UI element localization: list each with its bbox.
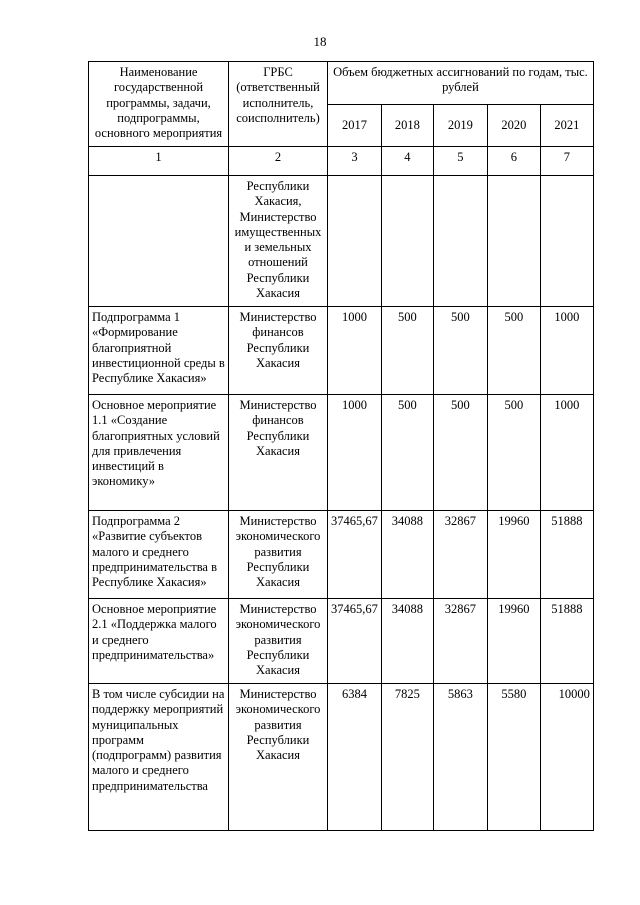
header-name: Наименование государственной программы, задачи, подпрограммы, основного мероприятия	[89, 62, 229, 147]
row-value: 500	[381, 307, 433, 395]
header-year: 2017	[328, 105, 382, 147]
row-value: 500	[433, 307, 487, 395]
row-value: 51888	[540, 511, 593, 599]
row-grbs: Республики Хакасия, Министерство имущественных и земельных отношений Республики Хакасия	[229, 176, 328, 307]
header-row	[89, 62, 594, 105]
table-row	[89, 176, 594, 307]
page-number: 18	[313, 34, 327, 49]
row-value: 32867	[433, 511, 487, 599]
header-budget: Объем бюджетных ассигнований по годам, тыс. рублей	[328, 62, 594, 105]
row-grbs: Министерство экономического развития Республики Хакасия	[229, 599, 328, 684]
row-name: Основное мероприятие 1.1 «Создание благоприятных условий для привлечения инвестиций в экономику»	[89, 395, 229, 511]
row-value: 19960	[487, 511, 540, 599]
row-value: 500	[487, 395, 540, 511]
row-value: 5863	[433, 684, 487, 831]
row-value: 19960	[487, 599, 540, 684]
row-value: 37465,67	[328, 599, 382, 684]
row-value: 5580	[487, 684, 540, 831]
row-value: 7825	[381, 684, 433, 831]
column-number: 7	[540, 147, 593, 176]
row-name: Основное мероприятие 2.1 «Поддержка малого и среднего предпринимательства»	[89, 599, 229, 684]
row-grbs: Министерство экономического развития Республики Хакасия	[229, 511, 328, 599]
row-value: 37465,67	[328, 511, 382, 599]
header-year: 2021	[540, 105, 593, 147]
column-number: 4	[381, 147, 433, 176]
row-name: Подпрограмма 2 «Развитие субъектов малого и среднего предпринимательства в Республике Хакасия»	[89, 511, 229, 599]
row-name	[89, 176, 229, 307]
row-value: 32867	[433, 599, 487, 684]
header-year: 2019	[433, 105, 487, 147]
column-number: 6	[487, 147, 540, 176]
table-row	[89, 684, 594, 831]
budget-table	[88, 61, 594, 831]
row-name: Подпрограмма 1 «Формирование благоприятной инвестиционной среды в Республике Хакасия»	[89, 307, 229, 395]
header-year: 2018	[381, 105, 433, 147]
column-number: 5	[433, 147, 487, 176]
column-number: 2	[229, 147, 328, 176]
table-row	[89, 395, 594, 511]
row-value: 34088	[381, 599, 433, 684]
row-value	[381, 176, 433, 307]
column-number: 1	[89, 147, 229, 176]
row-value	[433, 176, 487, 307]
row-value	[487, 176, 540, 307]
column-numbers-row	[89, 147, 594, 176]
column-number: 3	[328, 147, 382, 176]
table-row	[89, 599, 594, 684]
row-value: 500	[433, 395, 487, 511]
row-value: 1000	[540, 395, 593, 511]
row-value	[540, 176, 593, 307]
row-value: 500	[487, 307, 540, 395]
row-value: 1000	[540, 307, 593, 395]
row-value: 10000	[540, 684, 593, 831]
table-row	[89, 511, 594, 599]
table-row	[89, 307, 594, 395]
row-value: 1000	[328, 307, 382, 395]
row-grbs: Министерство финансов Республики Хакасия	[229, 395, 328, 511]
header-grbs: ГРБС (ответственный исполнитель, соисполнитель)	[229, 62, 328, 147]
row-grbs: Министерство финансов Республики Хакасия	[229, 307, 328, 395]
row-value: 6384	[328, 684, 382, 831]
header-year: 2020	[487, 105, 540, 147]
row-grbs: Министерство экономического развития Республики Хакасия	[229, 684, 328, 831]
row-value: 51888	[540, 599, 593, 684]
row-value: 34088	[381, 511, 433, 599]
row-value: 1000	[328, 395, 382, 511]
row-value: 500	[381, 395, 433, 511]
row-name: В том числе субсидии на поддержку мероприятий муниципальных программ (подпрограмм) развития малого и среднего предпринимательства	[89, 684, 229, 831]
row-value	[328, 176, 382, 307]
